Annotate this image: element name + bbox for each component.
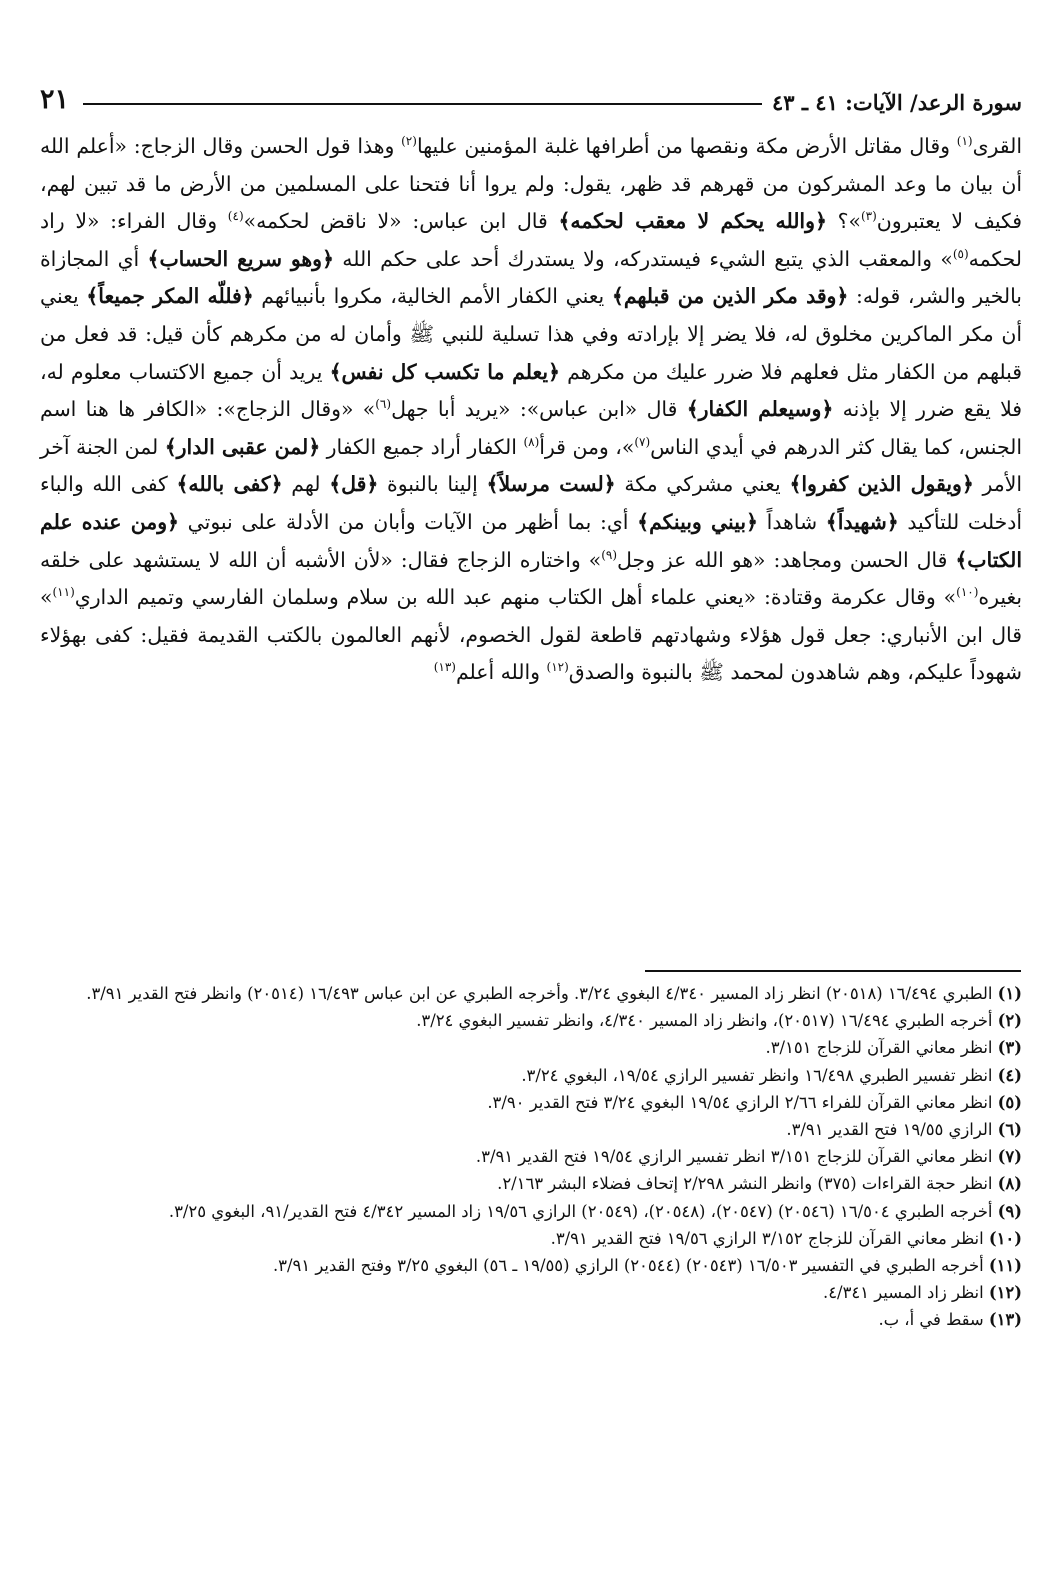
quran-quote: ﴿لست مرسلاً﴾ bbox=[486, 472, 616, 497]
quran-quote: ﴿شهيداً﴾ bbox=[825, 509, 899, 534]
footnote-number: (١٣) bbox=[988, 1310, 1022, 1330]
footnotes bbox=[40, 980, 1022, 1334]
text-run: أي: بما أظهر من الآيات وأبان من الأدلة على نبوتي bbox=[179, 509, 638, 534]
quran-quote: ﴿وهو سريع الحساب﴾ bbox=[147, 246, 334, 271]
footnote-number: (٥) bbox=[997, 1092, 1022, 1112]
text-run: القرى bbox=[972, 134, 1022, 158]
text-run: لمن الجنة آخر الأمر bbox=[40, 434, 1023, 497]
footnote-number: (١) bbox=[997, 984, 1022, 1003]
footnote bbox=[40, 1225, 1022, 1252]
footnote-ref: (٦) bbox=[375, 397, 392, 412]
footnote bbox=[40, 1306, 1022, 1333]
footnote-number: (٦) bbox=[997, 1120, 1022, 1140]
footnote-ref: (٧) bbox=[634, 434, 651, 449]
footnote-text: الرازي ١٩/٥٥ فتح القدير ٣/٩١. bbox=[786, 1120, 998, 1140]
footnote-text: سقط في أ، ب. bbox=[878, 1310, 989, 1330]
text-run: قال ابن عباس: «لا ناقض لحكمه» bbox=[243, 209, 559, 234]
footnote-ref: (١١) bbox=[52, 585, 75, 600]
text-run: والله أعلم bbox=[455, 660, 547, 685]
running-header bbox=[40, 75, 1022, 115]
footnote bbox=[40, 1252, 1022, 1279]
footnote-number: (١٠) bbox=[988, 1228, 1022, 1248]
footnote bbox=[40, 1116, 1022, 1143]
footnote-text: انظر حجة القراءات (٣٧٥) وانظر النشر ٢/٢٩٨ إتحاف فضلاء البشر ٢/١٦٣. bbox=[497, 1174, 998, 1194]
footnote-number: (١٢) bbox=[988, 1283, 1022, 1303]
footnote-text: انظر معاني القرآن للزجاج ٣/١٥٢ الرازي ١٩/٥٦ فتح القدير ٣/٩١. bbox=[550, 1228, 989, 1248]
footnote-number: (٩) bbox=[997, 1201, 1022, 1221]
footnote bbox=[40, 1089, 1022, 1116]
text-run: أي المجازاة بالخير والشر، قوله: bbox=[40, 246, 1022, 309]
footnote bbox=[40, 980, 1022, 1007]
page-number: ٢١ bbox=[40, 84, 70, 115]
quran-quote: ﴿فللّه المكر جميعاً﴾ bbox=[86, 284, 254, 309]
quran-quote: ﴿ويقول الذين كفروا﴾ bbox=[789, 472, 974, 497]
footnote-ref: (١٠) bbox=[956, 585, 979, 600]
text-run: » وقال عكرمة وقتادة: «يعني علماء أهل الكتاب منهم عبد الله بن سلام وسلمان الفارسي وتميم الداري bbox=[74, 585, 957, 610]
text-run: » قال ابن الأنباري: جعل قول هؤلاء وشهادتهم قاطعة لقول الخصوم، لأنهم العالمون بالكتب القديمة فقيل: كفى بهؤلاء شهوداً عليكم، وهم شاهدون لمحمد ﷺ بالنبوة والصدق bbox=[40, 585, 1022, 685]
footnote-ref: (٢) bbox=[401, 134, 417, 149]
footnote-number: (٤) bbox=[997, 1065, 1022, 1085]
running-title: سورة الرعد/ الآيات: ٤١ ـ ٤٣ bbox=[771, 90, 1022, 115]
footnote bbox=[40, 1062, 1022, 1089]
text-run: »؟ bbox=[826, 209, 861, 234]
quran-quote: ﴿يعلم ما تكسب كل نفس﴾ bbox=[329, 359, 560, 384]
footnote-number: (٢) bbox=[997, 1011, 1022, 1031]
footnote-ref: (٨) bbox=[523, 434, 540, 449]
text-run: »، ومن قرأ bbox=[539, 434, 635, 459]
footnote bbox=[40, 1279, 1022, 1306]
text-run: وقال الفراء: «لا راد لحكمه bbox=[40, 209, 1023, 271]
footnote-ref: (٥) bbox=[952, 246, 969, 261]
text-run: » واختاره الزجاج فقال: «لأن الأشبه أن الله لا يستشهد على خلقه بغيره bbox=[40, 547, 1022, 610]
footnote-separator bbox=[645, 970, 1021, 972]
text-run: كفى الله والباء أدخلت للتأكيد bbox=[40, 472, 1023, 534]
footnote-text: أخرجه الطبري ١٦/٤٩٤ (٢٠٥١٧)، وانظر زاد المسير ٤/٣٤٠، وانظر تفسير البغوي ٣/٢٤. bbox=[416, 1011, 998, 1031]
footnote-text: انظر معاني القرآن للزجاج ٣/١٥١ انظر تفسير الرازي ١٩/٥٤ فتح القدير ٣/٩١. bbox=[475, 1147, 998, 1167]
footnote bbox=[40, 1170, 1022, 1197]
footnote bbox=[40, 1007, 1022, 1034]
text-run: وهذا قول الحسن وقال الزجاج: «أعلم الله أن بيان ما وعد المشركون من قهرهم قد ظهر، يقول: ولم يروا أنا فتحنا على المسلمين من الأرض ما قد تبين لهم، فكيف لا يعتبرون bbox=[40, 134, 1023, 234]
footnote-ref: (١) bbox=[956, 134, 973, 149]
footnote-text: الطبري ١٦/٤٩٤ (٢٠٥١٨) انظر زاد المسير ٤/٣٤٠ البغوي ٣/٢٤. وأخرجه الطبري عن ابن عباس ١٦/٤٩٣ (٢٠٥١٤) وانظر فتح القدير ٣/٩١. bbox=[86, 984, 998, 1003]
text-run: يعني أن مكر الماكرين مخلوق له، فلا يضر إلا بإرادته وفي هذا تسلية للنبي ﷺ وأمان له من مكرهم كأن قيل: قد فعل من قبلهم من الكفار مثل فعلهم فلا ضرر عليك من مكرهم bbox=[40, 284, 1022, 384]
footnote-text: انظر تفسير الطبري ١٦/٤٩٨ وانظر تفسير الرازي ١٩/٥٤، البغوي ٣/٢٤. bbox=[521, 1065, 998, 1085]
quran-quote: ﴿والله يحكم لا معقب لحكمه﴾ bbox=[558, 209, 827, 234]
footnote-ref: (٣) bbox=[860, 209, 877, 224]
quran-quote: ﴿كفى بالله﴾ bbox=[176, 472, 283, 497]
text-run: يريد أن جميع الاكتساب معلوم له، فلا يقع ضرر إلا بإذنه bbox=[40, 359, 1022, 422]
text-run: وقال مقاتل الأرض مكة ونقصها من أطرافها غلبة المؤمنين عليها bbox=[416, 134, 957, 158]
footnote-number: (٨) bbox=[997, 1174, 1022, 1194]
text-run: قال الحسن ومجاهد: «هو الله عز وجل bbox=[617, 547, 956, 572]
header-rule bbox=[83, 103, 762, 105]
footnote-number: (٣) bbox=[997, 1038, 1022, 1058]
body-paragraph bbox=[40, 128, 1022, 692]
footnote-text: انظر معاني القرآن للفراء ٢/٦٦ الرازي ١٩/٥٤ البغوي ٣/٢٤ فتح القدير ٣/٩٠. bbox=[487, 1092, 998, 1112]
footnote-text: انظر معاني القرآن للزجاج ٣/١٥١. bbox=[765, 1038, 998, 1058]
text-run: إلينا بالنبوة bbox=[378, 472, 487, 497]
text-run: » «وقال الزجاج»: «الكافر ها هنا اسم الجنس، كما يقال كثر الدرهم في أيدي الناس bbox=[40, 397, 1022, 459]
footnote-ref: (١٢) bbox=[546, 660, 569, 675]
main-text bbox=[40, 128, 1022, 692]
footnote-ref: (٩) bbox=[601, 547, 618, 562]
quran-quote: ﴿وسيعلم الكفار﴾ bbox=[686, 397, 834, 422]
quran-quote: ﴿قل﴾ bbox=[329, 472, 379, 497]
footnote-number: (١١) bbox=[988, 1256, 1022, 1276]
footnote-ref: (١٣) bbox=[433, 660, 456, 675]
text-run: لهم bbox=[282, 472, 330, 497]
text-run: » والمعقب الذي يتبع الشيء فيستدركه، ولا يستدرك أحد على حكم الله bbox=[333, 246, 953, 271]
text-run: يعني مشركي مكة bbox=[615, 472, 790, 497]
footnote bbox=[40, 1034, 1022, 1061]
quran-quote: ﴿بيني وبينكم﴾ bbox=[637, 509, 758, 534]
text-run: يعني الكفار الأمم الخالية، مكروا بأنبيائهم bbox=[253, 284, 612, 309]
footnote-text: أخرجه الطبري ١٦/٥٠٤ (٢٠٥٤٦) (٢٠٥٤٧)، (٢٠٥٤٨)، (٢٠٥٤٩) الرازي ١٩/٥٦ زاد المسير ٤/٣٤٢ فتح القدير/٩١، البغوي ٣/٢٥. bbox=[168, 1201, 998, 1221]
footnote-number: (٧) bbox=[997, 1147, 1022, 1167]
text-run: شاهداً bbox=[757, 509, 826, 534]
footnote bbox=[40, 1198, 1022, 1225]
quran-quote: ﴿لمن عقبى الدار﴾ bbox=[164, 434, 321, 459]
footnote-text: انظر زاد المسير ٤/٣٤١. bbox=[823, 1283, 989, 1303]
text-run: الكفار أراد جميع الكفار bbox=[320, 434, 524, 459]
footnote-text: أخرجه الطبري في التفسير ١٦/٥٠٣ (٢٠٥٤٣) (٢٠٥٤٤) الرازي (١٩/٥٥ ـ ٥٦) البغوي ٣/٢٥ وفتح القدير ٣/٩١. bbox=[272, 1256, 989, 1276]
quran-quote: ﴿ومن عنده علم الكتاب﴾ bbox=[40, 509, 1022, 572]
footnote bbox=[40, 1143, 1022, 1170]
text-run: قال «ابن عباس»: «يريد أبا جهل bbox=[391, 397, 687, 422]
footnote-ref: (٤) bbox=[227, 209, 244, 224]
quran-quote: ﴿وقد مكر الذين من قبلهم﴾ bbox=[611, 284, 849, 309]
